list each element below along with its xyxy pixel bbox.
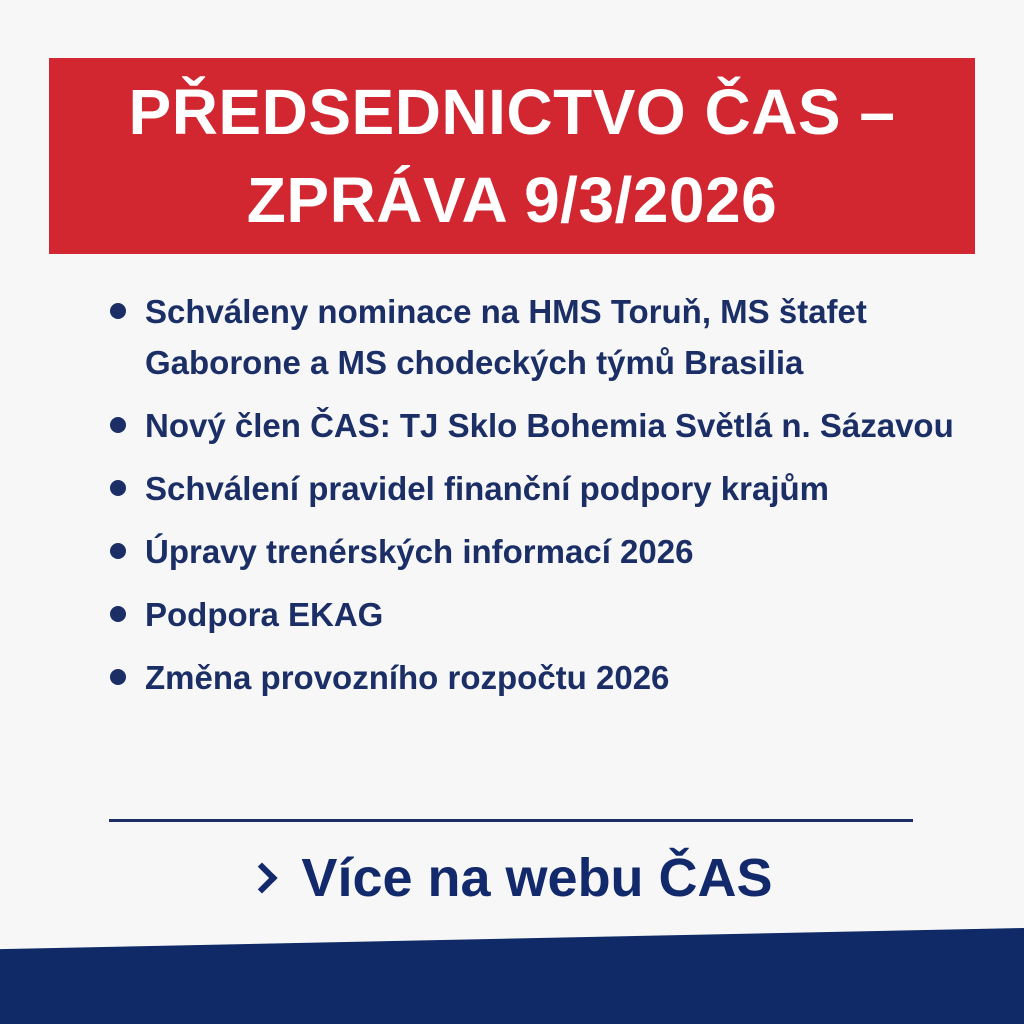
divider	[109, 819, 913, 822]
list-item-text: Nový člen ČAS: TJ Sklo Bohemia Světlá n. Sázavou	[145, 407, 954, 444]
bullet-icon	[110, 480, 126, 496]
list-item	[105, 526, 985, 577]
chevron-right-icon	[247, 862, 278, 893]
list-item	[105, 400, 985, 451]
footer-band	[0, 928, 1024, 1024]
list-item-text: Změna provozního rozpočtu 2026	[145, 659, 670, 696]
list-item	[105, 652, 985, 703]
more-on-web-link[interactable]	[0, 838, 1024, 918]
header-banner	[49, 58, 975, 254]
list-item-text: Podpora EKAG	[145, 596, 384, 633]
page-title	[129, 68, 896, 244]
list-item-text: Schválení pravidel finanční podpory krajům	[145, 470, 830, 507]
list-item-text: Schváleny nominace na HMS Toruň, MS štafet Gaborone a MS chodeckých týmů Brasilia	[145, 293, 867, 381]
page-title-line-2: ZPRÁVA 9/3/2026	[246, 164, 778, 236]
bullet-icon	[110, 303, 126, 319]
page-title-line-1: PŘEDSEDNICTVO ČAS –	[128, 76, 896, 148]
bullet-icon	[110, 606, 126, 622]
news-list	[105, 286, 985, 715]
bullet-icon	[110, 669, 126, 685]
list-item	[105, 463, 985, 514]
list-item	[105, 589, 985, 640]
more-on-web-label: Více na webu ČAS	[301, 848, 773, 908]
bullet-icon	[110, 543, 126, 559]
list-item-text: Úpravy trenérských informací 2026	[145, 533, 694, 570]
list-item	[105, 286, 985, 388]
bullet-icon	[110, 417, 126, 433]
